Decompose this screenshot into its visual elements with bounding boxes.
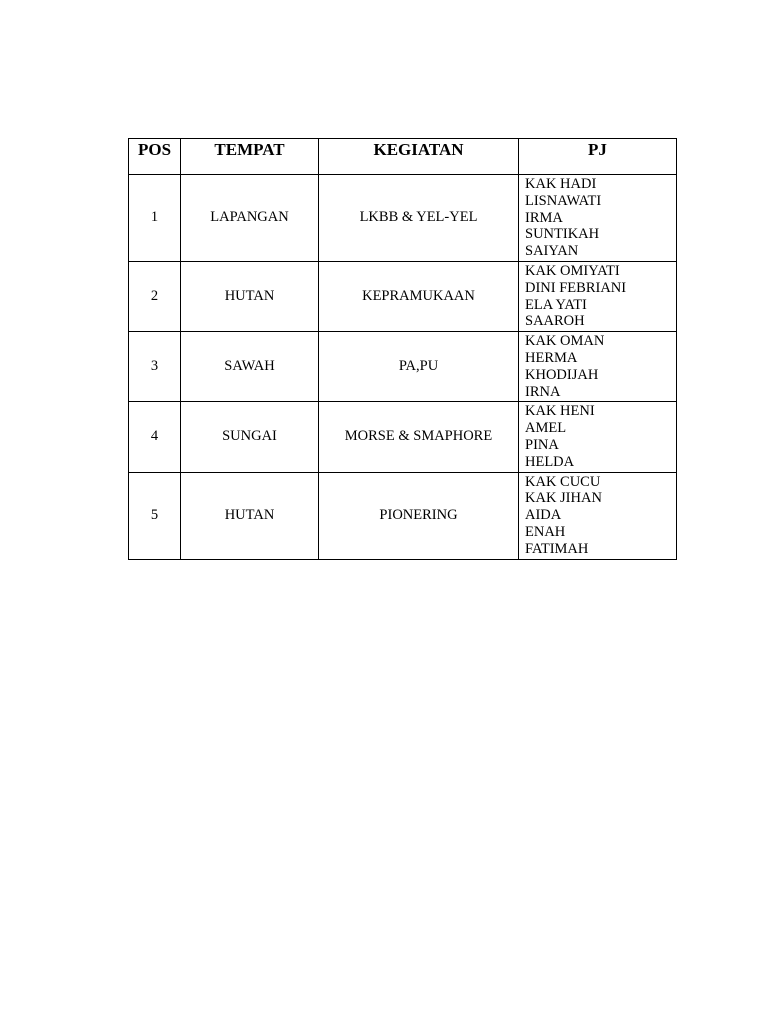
- pos-cell: 5: [129, 472, 181, 559]
- pj-name: KAK CUCU: [525, 473, 601, 490]
- pj-name: KAK OMAN: [525, 333, 605, 350]
- kegiatan-cell: KEPRAMUKAAN: [319, 261, 519, 331]
- pj-name: ENAH: [525, 523, 566, 540]
- pj-name: LISNAWATI: [525, 192, 602, 209]
- pos-cell: 1: [129, 175, 181, 262]
- pj-name: AIDA: [525, 507, 562, 524]
- pj-cell: [519, 261, 677, 331]
- tempat-cell: HUTAN: [181, 472, 319, 559]
- tempat-cell: HUTAN: [181, 261, 319, 331]
- pj-name: SAIYAN: [525, 243, 579, 260]
- pj-name: KAK HADI: [525, 176, 597, 192]
- kegiatan-cell: MORSE & SMAPHORE: [319, 402, 519, 472]
- pj-cell: [519, 472, 677, 559]
- table-header: [129, 139, 677, 175]
- header-row: [129, 139, 677, 175]
- header-pos: POS: [129, 139, 181, 175]
- pj-name: KAK JIHAN: [525, 490, 602, 507]
- header-tempat: TEMPAT: [181, 139, 319, 175]
- pos-cell: 4: [129, 402, 181, 472]
- pj-cell: [519, 402, 677, 472]
- table-row: [129, 472, 677, 559]
- kegiatan-cell: LKBB & YEL-YEL: [319, 175, 519, 262]
- pj-name: SUNTIKAH: [525, 226, 600, 243]
- pj-name: FATIMAH: [525, 540, 589, 557]
- table-body: [129, 175, 677, 560]
- pj-name: PINA: [525, 436, 559, 453]
- pos-cell: 3: [129, 332, 181, 402]
- pj-name: ELA YATI: [525, 296, 587, 313]
- kegiatan-cell: PIONERING: [319, 472, 519, 559]
- activity-table: [128, 138, 677, 560]
- pos-cell: 2: [129, 261, 181, 331]
- tempat-cell: LAPANGAN: [181, 175, 319, 262]
- pj-name: IRMA: [525, 209, 563, 226]
- pj-name: HELDA: [525, 453, 575, 470]
- table-row: [129, 332, 677, 402]
- table-row: [129, 402, 677, 472]
- tempat-cell: SUNGAI: [181, 402, 319, 472]
- tempat-cell: SAWAH: [181, 332, 319, 402]
- table-row: [129, 175, 677, 262]
- pj-cell: [519, 332, 677, 402]
- pj-name: KHODIJAH: [525, 366, 599, 383]
- pj-cell: [519, 175, 677, 262]
- kegiatan-cell: PA,PU: [319, 332, 519, 402]
- pj-name: DINI FEBRIANI: [525, 279, 627, 296]
- pj-name: KAK HENI: [525, 403, 595, 420]
- pj-name: HERMA: [525, 349, 578, 366]
- pj-name: KAK OMIYATI: [525, 262, 620, 279]
- pj-name: SAAROH: [525, 313, 585, 330]
- table-row: [129, 261, 677, 331]
- pj-name: AMEL: [525, 420, 567, 437]
- header-kegiatan: KEGIATAN: [319, 139, 519, 175]
- pj-name: IRNA: [525, 383, 561, 400]
- header-pj: PJ: [519, 139, 677, 175]
